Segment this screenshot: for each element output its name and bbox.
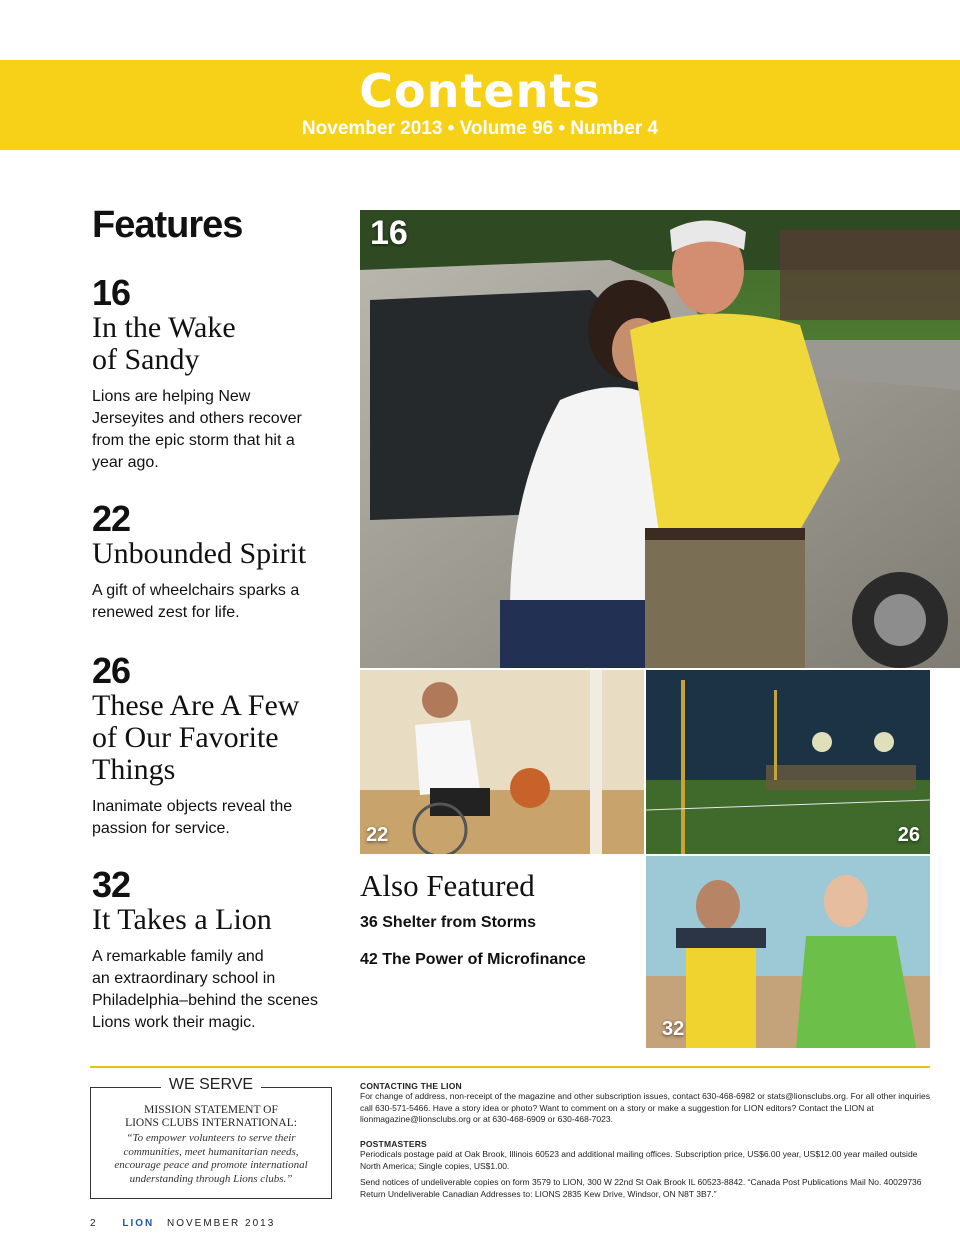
page-footer (90, 1218, 275, 1229)
feature-story-22[interactable] (92, 500, 347, 624)
photo-school-feature[interactable] (646, 856, 930, 1048)
postmasters-text: Periodicals postage paid at Oak Brook, Illinois 60523 and additional mailing offices. Subscription price, US$6.00 year, US$12.00 year mailed outside North America; Single copies, US$1.00. (360, 1149, 918, 1171)
feature-story-32[interactable] (92, 866, 352, 1034)
story-number: 22 (92, 498, 131, 539)
story-number: 32 (92, 864, 131, 905)
photo-wheelchair-feature[interactable] (360, 670, 644, 854)
contact-section (360, 1081, 932, 1126)
contents-banner (0, 60, 960, 150)
story-title: In the Wake of Sandy (92, 311, 236, 376)
photo-number: 22 (366, 824, 389, 846)
photo-wheelchair-image (360, 670, 644, 854)
photo-favorite-things-feature[interactable] (646, 670, 930, 854)
issue-date: NOVEMBER 2013 (167, 1218, 276, 1229)
also-featured-heading: Also Featured (360, 868, 535, 903)
contact-text: For change of address, non-receipt of the magazine and other subscription issues, contact 630-468-6982 or stats@lionsclubs.org. For all other inquiries call 630-571-5466. Have a story idea or photo? Want to comment on a story or make a suggestion for LION editors? Contact the LION at lionmagazine@lionsclubs.org or at 630-468-6909 or 630-468-7023. (360, 1091, 930, 1124)
postmasters-heading: POSTMASTERS (360, 1139, 427, 1149)
story-description: A gift of wheelchairs sparks a renewed zest for life. (92, 582, 300, 621)
divider (90, 1066, 930, 1068)
story-title: Unbounded Spirit (92, 537, 307, 570)
story-number: 16 (92, 272, 131, 313)
story-description: Lions are helping New Jerseyites and others recover from the epic storm that hit a year ago. (92, 388, 302, 471)
also-featured-item[interactable]: 42 The Power of Microfinance (360, 951, 586, 968)
photo-number: 32 (662, 1018, 685, 1040)
postmasters-section (360, 1139, 932, 1200)
mission-text: “To empower volunteers to serve their communities, meet humanitarian needs, encourage peace and promote international understanding through Lions clubs.” (114, 1132, 308, 1185)
also-featured-item[interactable]: 36 Shelter from Storms (360, 914, 537, 931)
page-title: Contents (359, 64, 601, 118)
mission-title: MISSION STATEMENT OF LIONS CLUBS INTERNATIONAL: (125, 1104, 297, 1129)
photo-school-image (646, 856, 930, 1048)
page-number: 2 (90, 1218, 98, 1229)
photo-number: 26 (897, 824, 920, 846)
story-number: 26 (92, 650, 131, 691)
photo-sandy-image (360, 210, 960, 668)
story-title: It Takes a Lion (92, 903, 272, 936)
contact-heading: CONTACTING THE LION (360, 1081, 462, 1091)
features-heading: Features (92, 204, 243, 246)
photo-sandy-feature[interactable] (360, 210, 960, 668)
story-description: Inanimate objects reveal the passion for service. (92, 798, 293, 837)
mission-statement-box (90, 1076, 332, 1199)
story-description: A remarkable family and an extraordinary school in Philadelphia–behind the scenes Lions work their magic. (92, 948, 318, 1031)
photo-number: 16 (370, 214, 408, 252)
photo-field-image (646, 670, 930, 854)
postmasters-text-2: Send notices of undeliverable copies on form 3579 to LION, 300 W 22nd St Oak Brook IL 60523-8842. “Canada Post Publications Mail No. 40029736 Return Undeliverable Canadian Addresses to: LIONS 2835 Kew Drive, Windsor, ON N8T 3B7.” (360, 1177, 922, 1199)
feature-story-26[interactable] (92, 652, 347, 840)
story-title: These Are A Few of Our Favorite Things (92, 689, 300, 786)
magazine-brand: LION (122, 1218, 155, 1229)
we-serve-label: WE SERVE (161, 1076, 261, 1093)
issue-subtitle: November 2013 • Volume 96 • Number 4 (301, 118, 659, 139)
feature-story-16[interactable] (92, 274, 347, 474)
